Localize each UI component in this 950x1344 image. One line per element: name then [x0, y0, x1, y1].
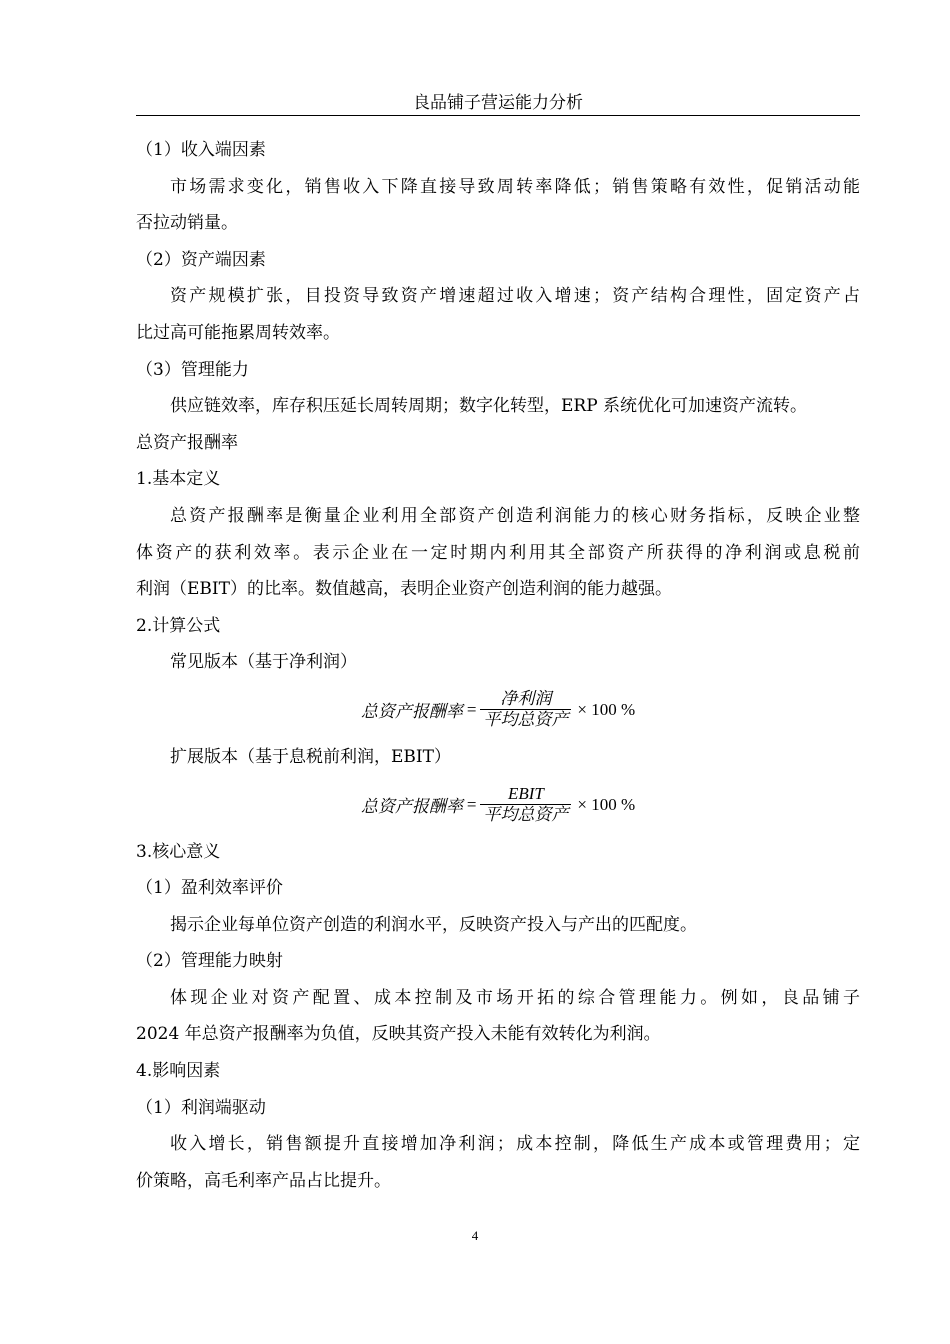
- heading-core-meaning: 3.核心意义: [136, 841, 221, 862]
- formula-label-common: 常见版本（基于净利润）: [170, 652, 357, 673]
- paragraph-line: 利润（EBIT）的比率。数值越高，表明企业资产创造利润的能力越强。: [136, 579, 672, 600]
- paragraph-line: 体现企业对资产配置、成本控制及市场开拓的综合管理能力。例如，良品铺子: [170, 987, 860, 1008]
- document-body: [136, 132, 860, 1199]
- paragraph-line: 收入增长，销售额提升直接增加净利润；成本控制，降低生产成本或管理费用；定: [170, 1134, 860, 1155]
- formula-numerator: 净利润: [500, 689, 552, 709]
- paragraph-line: 比过高可能拖累周转效率。: [136, 322, 340, 343]
- paragraph-line: 否拉动销量。: [136, 213, 238, 234]
- formula-label-extended: 扩展版本（基于息税前利润，EBIT）: [170, 746, 451, 767]
- heading-basic-definition: 1.基本定义: [136, 469, 221, 490]
- formula-fraction: [480, 784, 571, 825]
- page-header-title: 良品铺子营运能力分析: [413, 93, 583, 113]
- header-divider: [136, 115, 860, 116]
- subheading-revenue-factors: （1）收入端因素: [136, 140, 266, 160]
- heading-influencing-factors: 4.影响因素: [136, 1061, 221, 1082]
- paragraph-line: 揭示企业每单位资产创造的利润水平，反映资产投入与产出的匹配度。: [170, 914, 697, 935]
- formula-net-profit: [136, 681, 860, 739]
- page-number: 4: [471, 1228, 479, 1243]
- paragraph-line: 2024 年总资产报酬率为负值，反映其资产投入未能有效转化为利润。: [136, 1024, 661, 1045]
- paragraph-line: 体资产的获利效率。表示企业在一定时期内利用其全部资产所获得的净利润或息税前: [136, 542, 860, 563]
- formula-lhs: 总资产报酬率: [360, 702, 463, 722]
- formula-multiplier: × 100 %: [577, 794, 636, 814]
- subheading-asset-factors: （2）资产端因素: [136, 249, 266, 270]
- subheading-profit-efficiency: （1）盈利效率评价: [136, 878, 283, 899]
- formula-equals: =: [466, 699, 477, 719]
- subheading-management-mapping: （2）管理能力映射: [136, 951, 283, 972]
- formula-denominator: 平均总资产: [483, 710, 569, 730]
- paragraph-line: 供应链效率，库存积压延长周转周期；数字化转型，ERP 系统优化可加速资产流转。: [170, 396, 808, 417]
- paragraph-line: 价策略，高毛利率产品占比提升。: [136, 1170, 391, 1191]
- formula-ebit: [136, 776, 860, 834]
- formula-lhs: 总资产报酬率: [360, 797, 463, 816]
- formula-denominator: 平均总资产: [483, 805, 569, 824]
- formula-equals: =: [466, 794, 477, 814]
- formula-numerator: EBIT: [507, 784, 544, 803]
- subheading-management-ability: （3）管理能力: [136, 359, 249, 380]
- heading-formula: 2.计算公式: [136, 615, 221, 636]
- paragraph-line: 市场需求变化，销售收入下降直接导致周转率降低；销售策略有效性，促销活动能: [170, 176, 860, 197]
- subheading-profit-drivers: （1）利润端驱动: [136, 1097, 266, 1118]
- section-title-roa: 总资产报酬率: [136, 432, 238, 453]
- paragraph-line: 资产规模扩张，目投资导致资产增速超过收入增速；资产结构合理性，固定资产占: [170, 286, 860, 307]
- formula-multiplier: × 100 %: [577, 699, 636, 719]
- paragraph-line: 总资产报酬率是衡量企业利用全部资产创造利润能力的核心财务指标，反映企业整: [170, 505, 860, 526]
- formula-fraction: [480, 689, 571, 730]
